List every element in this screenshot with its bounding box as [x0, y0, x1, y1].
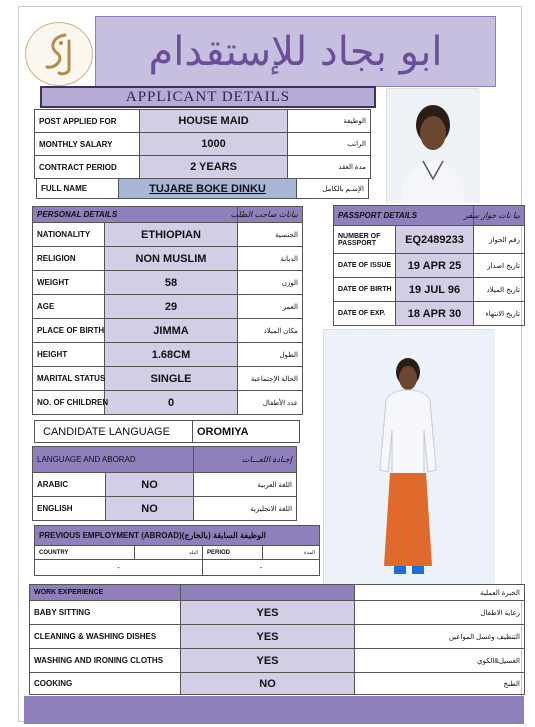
row-label: RELIGION — [33, 247, 105, 271]
row-label: POST APPLIED FOR — [35, 110, 140, 133]
row-label: BABY SITTING — [30, 601, 181, 625]
monthly-salary-value: 1000 — [140, 133, 288, 156]
table-row — [33, 223, 303, 247]
full-name-label: FULL NAME — [37, 179, 119, 199]
row-label: NATIONALITY — [33, 223, 105, 247]
applicant-details-table — [34, 109, 371, 179]
table-row — [33, 295, 303, 319]
table-row — [33, 343, 303, 367]
period-value: - — [203, 560, 320, 576]
english-value: NO — [106, 497, 194, 521]
personal-details-table — [32, 206, 303, 415]
previous-employment-table — [34, 525, 320, 576]
candidate-language-label: CANDIDATE LANGUAGE — [35, 421, 193, 443]
table-header-row — [35, 526, 320, 546]
post-applied-value: HOUSE MAID — [140, 110, 288, 133]
arabic-value: NO — [106, 473, 194, 497]
row-label: CONTRACT PERIOD — [35, 156, 140, 179]
row-label-ar: الجنسية — [238, 223, 303, 247]
row-label: MARITAL STATUS — [33, 367, 105, 391]
row-label-ar: اللغة العربية — [194, 473, 297, 497]
table-header-row — [334, 206, 525, 226]
row-label-ar: تاريخ الميلاد — [474, 278, 525, 302]
row-label: NUMBER OF PASSPORT — [334, 226, 396, 254]
company-logo — [25, 22, 93, 86]
row-label: ARABIC — [33, 473, 106, 497]
country-value: - — [35, 560, 203, 576]
applicant-full-body-photo — [323, 329, 494, 587]
row-label: WASHING AND IRONING CLOTHS — [30, 649, 181, 673]
table-row — [334, 278, 525, 302]
row-label-ar: مكان الميلاد — [238, 319, 303, 343]
row-label: DATE OF EXP. — [334, 302, 396, 326]
row-label: AGE — [33, 295, 105, 319]
age-value: 29 — [105, 295, 238, 319]
languages-title: LANGUAGE AND ABORAD — [33, 447, 194, 473]
row-label: HEIGHT — [33, 343, 105, 367]
agency-name-banner — [95, 16, 496, 87]
row-label: WEIGHT — [33, 271, 105, 295]
country-label: COUNTRY — [35, 546, 135, 560]
personal-details-title: PERSONAL DETAILS — [33, 207, 238, 223]
calligraphy-logo-icon — [35, 29, 83, 79]
table-row — [33, 319, 303, 343]
table-row — [33, 473, 297, 497]
row-label: DATE OF ISSUE — [334, 254, 396, 278]
row-label-ar: تاريخ اصدار — [474, 254, 525, 278]
table-row — [334, 226, 525, 254]
row-label-ar: تاريخ الانتهاء — [474, 302, 525, 326]
row-label: NO. OF CHILDREN — [33, 391, 105, 415]
passport-details-title-ar: بيا نات جواز سفر — [474, 206, 525, 226]
row-label-ar: الطبخ — [355, 673, 525, 695]
row-label-ar: الوظيفة — [288, 110, 371, 133]
personal-details-title-ar: بيانات صاحب الطلب — [238, 207, 303, 223]
table-row — [33, 391, 303, 415]
table-header-row — [30, 585, 525, 601]
header-spacer — [181, 585, 355, 601]
nationality-value: ETHIOPIAN — [105, 223, 238, 247]
table-row — [35, 546, 320, 560]
table-row — [30, 673, 525, 695]
washing-ironing-value: YES — [181, 649, 355, 673]
row-label: CLEANING & WASHING DISHES — [30, 625, 181, 649]
portrait-image — [387, 89, 480, 203]
religion-value: NON MUSLIM — [105, 247, 238, 271]
table-row — [334, 254, 525, 278]
row-label-ar: الحالة الإجتماعية — [238, 367, 303, 391]
expiry-date-value: 18 APR 30 — [396, 302, 474, 326]
footer-bar — [24, 696, 524, 724]
candidate-language-table — [34, 420, 300, 443]
marital-status-value: SINGLE — [105, 367, 238, 391]
period-label: PERIOD — [203, 546, 263, 560]
passport-details-table — [333, 205, 525, 326]
row-label-ar: الراتب — [288, 133, 371, 156]
row-label-ar: العمر — [238, 295, 303, 319]
row-label-ar: اللغة الانجليزية — [194, 497, 297, 521]
table-row — [30, 625, 525, 649]
children-count-value: 0 — [105, 391, 238, 415]
baby-sitting-value: YES — [181, 601, 355, 625]
table-row — [35, 421, 300, 443]
issue-date-value: 19 APR 25 — [396, 254, 474, 278]
period-label-ar: المدة — [263, 546, 320, 560]
row-label-ar: الوزن — [238, 271, 303, 295]
full-name-value: TUJARE BOKE DINKU — [119, 179, 297, 199]
row-label: ENGLISH — [33, 497, 106, 521]
row-label-ar: رعاية الاطفال — [355, 601, 525, 625]
passport-number-value: EQ2489233 — [396, 226, 474, 254]
previous-employment-title: PREVIOUS EMPLOYMENT (ABROAD)(الوظيفة السابقة (بالخارج — [35, 526, 320, 546]
row-label-ar: رقم الجواز — [474, 226, 525, 254]
applicant-details-title: APPLICANT DETAILS — [40, 86, 376, 108]
table-row — [37, 179, 369, 199]
work-experience-table — [29, 584, 525, 695]
table-row — [35, 156, 371, 179]
row-label-ar: التنظيف وغسل المواعين — [355, 625, 525, 649]
table-row — [33, 367, 303, 391]
row-label-ar: الغسيل&الكوي — [355, 649, 525, 673]
language-skills-table — [32, 446, 297, 521]
row-label-ar: الطول — [238, 343, 303, 367]
full-name-table — [36, 178, 369, 199]
row-label: PLACE OF BIRTH — [33, 319, 105, 343]
weight-value: 58 — [105, 271, 238, 295]
row-label-ar: مدة العقد — [288, 156, 371, 179]
table-header-row — [33, 447, 297, 473]
height-value: 1.68CM — [105, 343, 238, 367]
row-label: COOKING — [30, 673, 181, 695]
table-row — [35, 560, 320, 576]
applicant-portrait-photo — [386, 88, 479, 202]
country-label-ar: البلد — [135, 546, 203, 560]
place-of-birth-value: JIMMA — [105, 319, 238, 343]
languages-title-ar: إجـادة اللغـــات — [194, 447, 297, 473]
row-label-ar: عدد الأطفال — [238, 391, 303, 415]
candidate-language-value: OROMIYA — [193, 421, 300, 443]
row-label: MONTHLY SALARY — [35, 133, 140, 156]
row-label: DATE OF BIRTH — [334, 278, 396, 302]
cooking-value: NO — [181, 673, 355, 695]
full-body-image — [324, 330, 495, 588]
table-row — [33, 247, 303, 271]
table-row — [33, 497, 297, 521]
contract-period-value: 2 YEARS — [140, 156, 288, 179]
birth-date-value: 19 JUL 96 — [396, 278, 474, 302]
table-row — [334, 302, 525, 326]
agency-name: ابو بجاد للإستقدام — [148, 28, 443, 75]
table-row — [30, 601, 525, 625]
cleaning-value: YES — [181, 625, 355, 649]
table-row — [35, 133, 371, 156]
table-row — [33, 271, 303, 295]
table-row — [35, 110, 371, 133]
table-row — [30, 649, 525, 673]
full-name-label-ar: الإسـم بالكامل — [297, 179, 369, 199]
work-experience-title-ar: الخبرة العملية — [355, 585, 525, 601]
passport-details-title: PASSPORT DETAILS — [334, 206, 474, 226]
work-experience-title: WORK EXPERIENCE — [30, 585, 181, 601]
row-label-ar: الديانة — [238, 247, 303, 271]
table-header-row — [33, 207, 303, 223]
